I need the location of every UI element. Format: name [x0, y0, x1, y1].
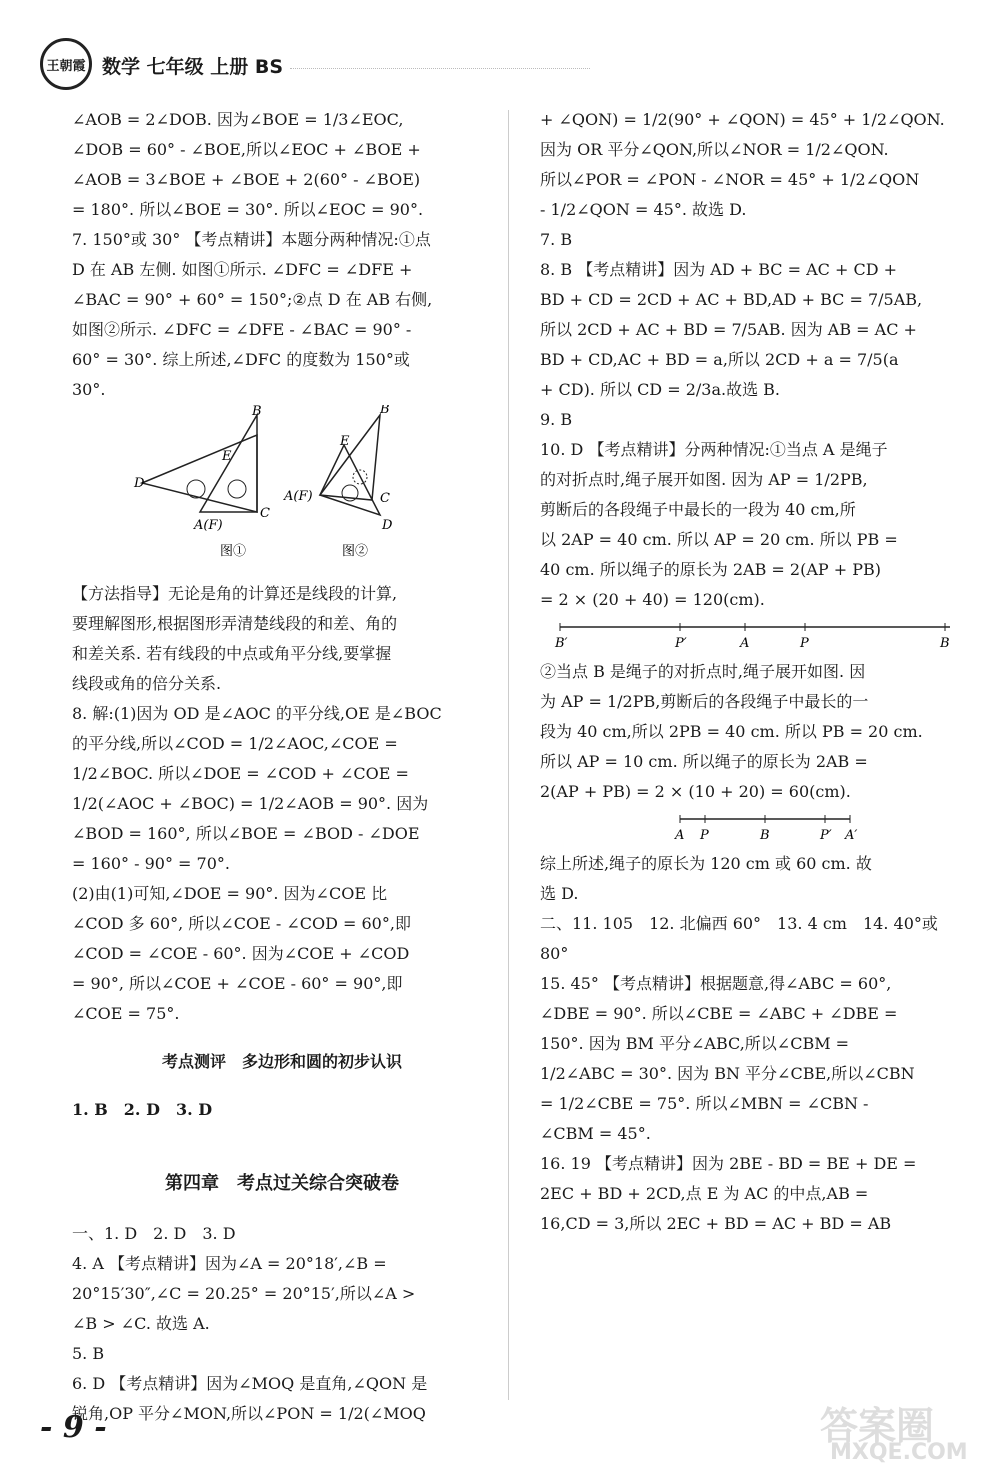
- right-text-line: + ∠QON) = 1/2(90° + ∠QON) = 45° + 1/2∠QON.: [540, 110, 945, 129]
- fig2-triangle-bottom: [320, 445, 380, 515]
- left-text-line: 5. B: [72, 1344, 105, 1363]
- right-text-line: 40 cm. 所以绳子的原长为 2AB = 2(AP + PB): [540, 560, 881, 579]
- right-text-line: = 1/2∠CBE = 75°. 所以∠MBN = ∠CBN -: [540, 1094, 869, 1113]
- point-label: A: [740, 636, 750, 651]
- right-text-line: 2EC + BD + 2CD,点 E 为 AC 的中点,AB =: [540, 1184, 869, 1203]
- fig1-label-b: B: [252, 405, 262, 419]
- right-text-line: ∠DBE = 90°. 所以∠CBE = ∠ABC + ∠DBE =: [540, 1004, 898, 1023]
- answers-polygons: 1. B 2. D 3. D: [72, 1100, 213, 1119]
- watermark-url: MXQE.COM: [830, 1440, 968, 1465]
- left-text-line: 1/2∠BOC. 所以∠DOE = ∠COD + ∠COE =: [72, 764, 409, 783]
- left-text-line: 线段或角的倍分关系.: [72, 674, 222, 693]
- left-text-line: 锐角,OP 平分∠MON,所以∠PON = 1/2(∠MOQ: [72, 1404, 426, 1423]
- point-label: P: [700, 828, 709, 843]
- left-text-line: ∠AOB = 3∠BOE + ∠BOE + 2(60° - ∠BOE): [72, 170, 421, 189]
- left-text-line: 7. 150°或 30° 【考点精讲】本题分两种情况:①点: [72, 230, 431, 249]
- logo: 王朝霞: [40, 38, 92, 90]
- fig1-label-d: D: [134, 476, 145, 491]
- fig2-label-e: E: [340, 434, 350, 449]
- point-label: A: [675, 828, 685, 843]
- right-text-line: ∠CBM = 45°.: [540, 1124, 651, 1143]
- right-text-line: 二、11. 105 12. 北偏西 60° 13. 4 cm 14. 40°或 80°: [540, 914, 943, 963]
- fig1-circle-a: [187, 480, 205, 498]
- left-text-line: ∠COD 多 60°, 所以∠COE - ∠COD = 60°,即: [72, 914, 411, 933]
- left-text-line: 6. D 【考点精讲】因为∠MOQ 是直角,∠QON 是: [72, 1374, 428, 1393]
- left-text-line: 4. A 【考点精讲】因为∠A = 20°18′,∠B =: [72, 1254, 387, 1273]
- fig2-label-af: A(F): [284, 489, 313, 504]
- section-title-polygons: 考点测评 多边形和圆的初步认识: [161, 1052, 402, 1071]
- right-text-line: 的对折点时,绳子展开如图. 因为 AP = 1/2PB,: [540, 470, 868, 489]
- right-text-line: 8. B 【考点精讲】因为 AD + BC = AC + CD +: [540, 260, 898, 279]
- fig1-label-e: E: [222, 449, 232, 464]
- right-text-line: 所以 2CD + AC + BD = 7/5AB. 因为 AB = AC +: [540, 320, 917, 339]
- point-label: A′: [845, 828, 858, 843]
- column-divider: [508, 110, 509, 1400]
- line-figure-1: [540, 615, 960, 653]
- right-text-line: - 1/2∠QON = 45°. 故选 D.: [540, 200, 747, 219]
- right-text-line: 150°. 因为 BM 平分∠ABC,所以∠CBM =: [540, 1034, 850, 1053]
- fig1-circle-b: [228, 480, 246, 498]
- left-text-line: ∠B > ∠C. 故选 A.: [72, 1314, 210, 1333]
- left-text-line: ∠COE = 75°.: [72, 1004, 180, 1023]
- right-text-line: 因为 OR 平分∠QON,所以∠NOR = 1/2∠QON.: [540, 140, 889, 159]
- fig1-label-c: C: [260, 506, 270, 521]
- right-text-line: 为 AP = 1/2PB,剪断后的各段绳子中最长的一: [540, 692, 869, 711]
- header-title: 数学 七年级 上册 BS: [102, 56, 284, 78]
- page-header: [40, 38, 560, 94]
- right-text-line: + CD). 所以 CD = 2/3a.故选 B.: [540, 380, 781, 399]
- right-text-line: 综上所述,绳子的原长为 120 cm 或 60 cm. 故: [540, 854, 872, 873]
- triangle-figures: [72, 405, 492, 575]
- left-text-line: ∠BAC = 90° + 60° = 150°;②点 D 在 AB 右侧,: [72, 290, 433, 309]
- left-text-line: 如图②所示. ∠DFC = ∠DFE - ∠BAC = 90° -: [72, 320, 412, 339]
- point-label: P′: [675, 636, 687, 651]
- page-number: - 9 -: [40, 1410, 107, 1445]
- section-title-chapter4: 第四章 考点过关综合突破卷: [165, 1173, 399, 1194]
- point-label: B: [760, 828, 770, 843]
- point-label: P′: [820, 828, 832, 843]
- left-text-line: ∠DOB = 60° - ∠BOE,所以∠EOC + ∠BOE +: [72, 140, 421, 159]
- right-text-line: 以 2AP = 40 cm. 所以 AP = 20 cm. 所以 PB =: [540, 530, 898, 549]
- fig2-label-d: D: [382, 518, 393, 533]
- left-text-line: 【方法指导】无论是角的计算还是线段的计算,: [72, 584, 398, 603]
- right-text-line: 剪断后的各段绳子中最长的一段为 40 cm,所: [540, 500, 856, 519]
- right-text-line: 16. 19 【考点精讲】因为 2BE - BD = BE + DE =: [540, 1154, 917, 1173]
- fig1-label-af: A(F): [194, 518, 223, 533]
- right-text-line: 7. B: [540, 230, 573, 249]
- right-text-line: 所以∠POR = ∠PON - ∠NOR = 45° + 1/2∠QON: [540, 170, 920, 189]
- fig2-label-c: C: [380, 491, 390, 506]
- left-text-line: = 160° - 90° = 70°.: [72, 854, 230, 873]
- line-figure-2: [540, 807, 960, 845]
- right-text-line: BD + CD,AC + BD = a,所以 2CD + a = 7/5(a: [540, 350, 899, 369]
- watermark: 答案圈: [820, 1404, 935, 1448]
- left-text-line: 和差关系. 若有线段的中点或角平分线,要掌握: [72, 644, 392, 663]
- left-text-line: D 在 AB 左侧. 如图①所示. ∠DFC = ∠DFE +: [72, 260, 413, 279]
- left-text-line: 20°15′30″,∠C = 20.25° = 20°15′,所以∠A >: [72, 1284, 416, 1303]
- left-column: [72, 105, 492, 1429]
- header-rule: [290, 68, 590, 69]
- fig1-triangle-left: [142, 435, 257, 512]
- left-text-line: (2)由(1)可知,∠DOE = 90°. 因为∠COE 比: [72, 884, 388, 903]
- fig2-caption: 图②: [342, 544, 369, 559]
- left-text-line: 60° = 30°. 综上所述,∠DFC 的度数为 150°或: [72, 350, 410, 369]
- point-label: P: [800, 636, 809, 651]
- left-text-line: 1/2(∠AOC + ∠BOC) = 1/2∠AOB = 90°. 因为: [72, 794, 429, 813]
- left-text-line: ∠COD = ∠COE - 60°. 因为∠COE + ∠COD: [72, 944, 410, 963]
- left-text-line: 8. 解:(1)因为 OD 是∠AOC 的平分线,OE 是∠BOC: [72, 704, 442, 723]
- right-text-line: 1/2∠ABC = 30°. 因为 BN 平分∠CBE,所以∠CBN: [540, 1064, 915, 1083]
- fig2-label-b: B: [380, 405, 390, 417]
- right-text-line: 段为 40 cm,所以 2PB = 40 cm. 所以 PB = 20 cm.: [540, 722, 923, 741]
- point-label: B′: [555, 636, 568, 651]
- right-text-line: ②当点 B 是绳子的对折点时,绳子展开如图. 因: [540, 662, 866, 681]
- right-text-line: 15. 45° 【考点精讲】根据题意,得∠ABC = 60°,: [540, 974, 892, 993]
- right-text-line: = 2 × (20 + 40) = 120(cm).: [540, 590, 765, 609]
- right-text-line: 16,CD = 3,所以 2EC + BD = AC + BD = AB: [540, 1214, 892, 1233]
- left-text-line: ∠AOB = 2∠DOB. 因为∠BOE = 1/3∠EOC,: [72, 110, 404, 129]
- right-column: [540, 105, 970, 1239]
- left-text-line: = 180°. 所以∠BOE = 30°. 所以∠EOC = 90°.: [72, 200, 424, 219]
- left-text-line: 要理解图形,根据图形弄清楚线段的和差、角的: [72, 614, 398, 633]
- right-text-line: 2(AP + PB) = 2 × (10 + 20) = 60(cm).: [540, 782, 851, 801]
- left-text-line: 的平分线,所以∠COD = 1/2∠AOC,∠COE =: [72, 734, 398, 753]
- fig1-caption: 图①: [220, 544, 247, 559]
- left-text-line: 一、1. D 2. D 3. D: [72, 1224, 236, 1243]
- left-text-line: ∠BOD = 160°, 所以∠BOE = ∠BOD - ∠DOE: [72, 824, 420, 843]
- left-text-line: 30°.: [72, 380, 106, 399]
- right-text-line: BD + CD = 2CD + AC + BD,AD + BC = 7/5AB,: [540, 290, 923, 309]
- right-text-line: 所以 AP = 10 cm. 所以绳子的原长为 2AB =: [540, 752, 868, 771]
- right-text-line: 10. D 【考点精讲】分两种情况:①当点 A 是绳子: [540, 440, 888, 459]
- point-label: B: [940, 636, 950, 651]
- left-text-line: = 90°, 所以∠COE + ∠COE - 60° = 90°,即: [72, 974, 403, 993]
- right-text-line: 选 D.: [540, 884, 579, 903]
- right-text-line: 9. B: [540, 410, 573, 429]
